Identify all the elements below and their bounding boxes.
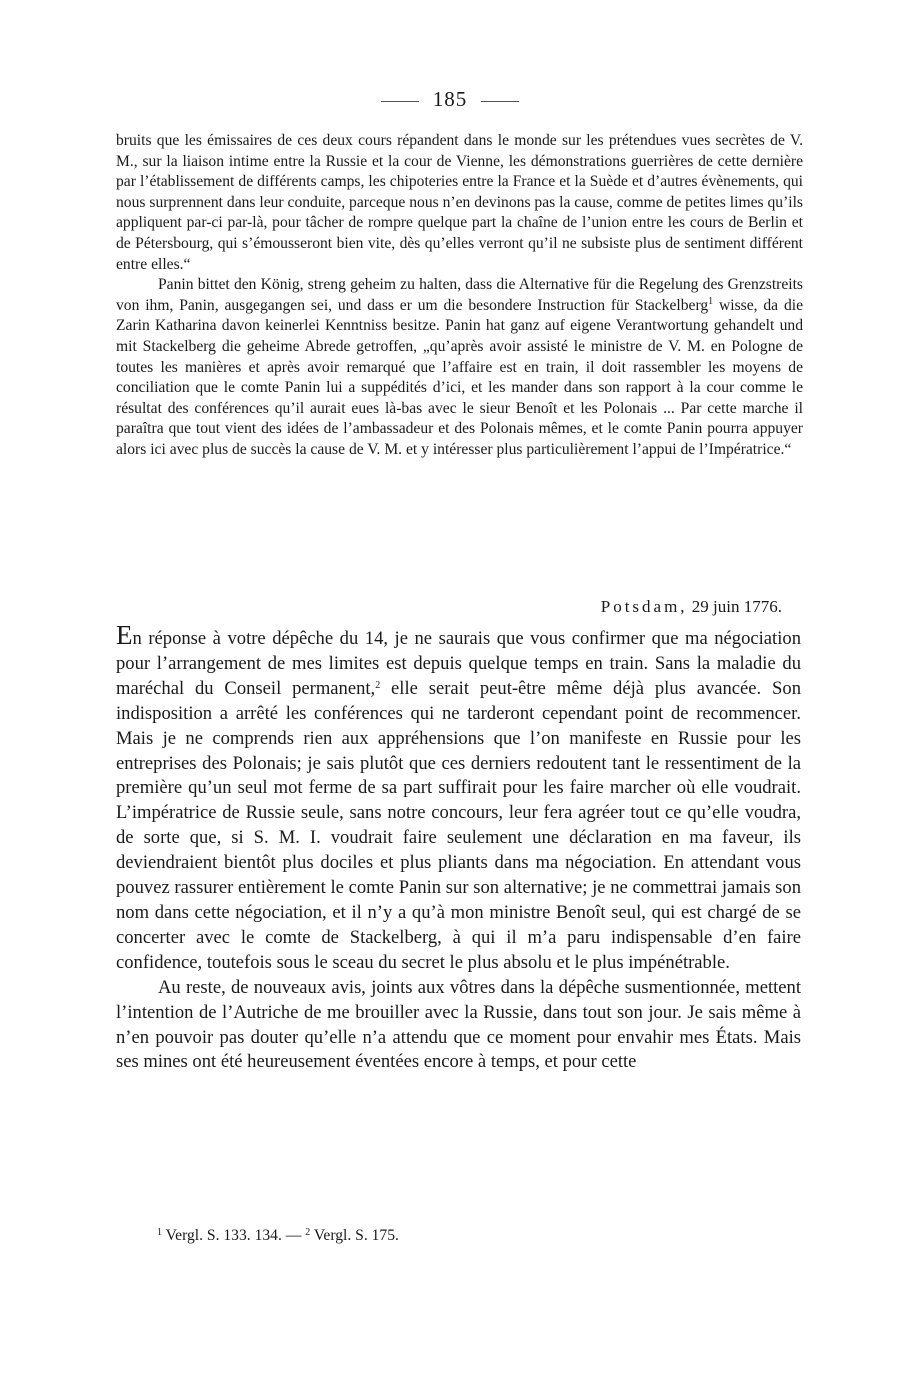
drop-cap: E: [116, 620, 133, 650]
footnote-2-mark: 2: [305, 1227, 311, 1238]
letter-paragraph-2: Au reste, de nouveaux avis, joints aux vôtres dans la dépêche susmentionnée, mettent l’intention de l’Autriche de me brouiller avec la Russie, dans tout son jour. Je sais même à n’en pouvoir pas douter qu’elle n’a attendu que ce moment pour envahir mes États. Mais ses mines ont été heureusement éventées encore à temps, et pour cette: [116, 976, 801, 1073]
quote-paragraph-1: bruits que les émissaires de ces deux cours répandent dans le monde sur les prétendues vues secrètes de V. M., sur la liaison intime entre la Russie et la cour de Vienne, les démonstrations guerrières de cette dernière par l’établissement de différents camps, les chipoteries entre la France et la Suède et d’autres évènements, qui nous surprennent dans leur conduite, parceque nous n’en devinons pas la cause, comme de petites limes qu’ils appliquent par-ci par-là, pour tâcher de rompre quelque part la chaîne de l’union entre les cours de Berlin et de Pétersbourg, qui s’émousseront bien vite, dès qu’elles verront qu’il ne subsiste plus de sentiment différent entre elles.“: [116, 132, 803, 273]
page-number: 185: [432, 87, 468, 111]
letter-paragraph-1-part-a: n réponse à votre dépêche du 14, je ne saurais que vous confirmer que ma négociation pour l’arrangement de mes limites est depuis quelque temps en train. Sans la maladie du maréchal du Conseil permanent,: [116, 628, 801, 699]
letter-body: [116, 620, 801, 1075]
header-rule-right: [481, 101, 519, 102]
quote-paragraph-2: [116, 275, 803, 460]
letter-paragraph-1: [116, 620, 801, 976]
quote-paragraph-2-part-b: wisse, da die Zarin Katharina davon keinerlei Kenntniss besitze. Panin hat ganz auf eigene Verantwortung gehandelt und mit Stackelberg die geheime Abrede getroffen, „qu’après avoir assisté le ministre de V. M. en Pologne de toutes les manières et après avoir remarqué que l’affaire est en train, il doit rassembler les moyens de conciliation que le comte Panin lui a suppédités d’ici, et les mander dans son rapport à la cour comme le résultat des conférences qu’il aurait eues là-bas avec le sieur Benoît et les Polonais ... Par cette marche il paraîtra que tout vient des idées de l’ambassadeur et des Polonais mêmes, et le comte Panin pourra appuyer alors ici avec plus de succès la cause de V. M. et y intéresser plus particulièrement l’appui de l’Impératrice.“: [116, 296, 803, 458]
footnote-1-mark: 1: [157, 1227, 162, 1238]
footnotes: [157, 1226, 399, 1246]
footnote-1-text: Vergl. S. 133. 134. —: [162, 1227, 306, 1244]
footnote-2-text: Vergl. S. 175.: [310, 1227, 399, 1244]
letter-dateline: [601, 596, 782, 618]
header-rule-left: [381, 101, 419, 102]
quoted-report: [116, 131, 803, 461]
page-header: [0, 86, 900, 112]
letter-paragraph-1-part-b: elle serait peut-être même déjà plus avancée. Son indisposition a arrêté les conférences qui ne tarderont cependant point de recommencer. Mais je ne comprends rien aux appréhensions que l’on manifeste en Russie pour les entreprises des Polonais; je sais plutôt que ces derniers redoutent tant le ressentiment de la première qu’un seul mot ferme de sa part suffirait pour les faire marcher où elle voudrait. L’impératrice de Russie seule, sans notre concours, leur fera agréer tout ce qu’elle voudra, de sorte que, si S. M. I. voudrait faire seulement une déclaration en ma faveur, ils deviendraient bientôt plus dociles et plus pliants dans ma négociation. En attendant vous pouvez rassurer entièrement le comte Panin sur son alternative; je ne commettrai jamais son nom dans cette négociation, et il n’y a qu’à mon ministre Benoît seul, qui est chargé de se concerter avec le comte de Stackelberg, à qui il m’a paru indispensable d’en faire confidence, toutefois sous le sceau du secret le plus absolu et le plus impénétrable.: [116, 677, 801, 973]
quote-paragraph-2-part-a: Panin bittet den König, streng geheim zu halten, dass die Alternative für die Regelung des Grenzstreits von ihm, Panin, ausgegangen sei, und dass er um die besondere Instruction für Stackelberg: [116, 276, 803, 314]
dateline-date: 29 juin 1776.: [687, 597, 782, 616]
footnote-ref-1: 1: [708, 295, 714, 307]
footnote-ref-2: 2: [375, 679, 381, 691]
dateline-place: Potsdam,: [600, 597, 688, 616]
